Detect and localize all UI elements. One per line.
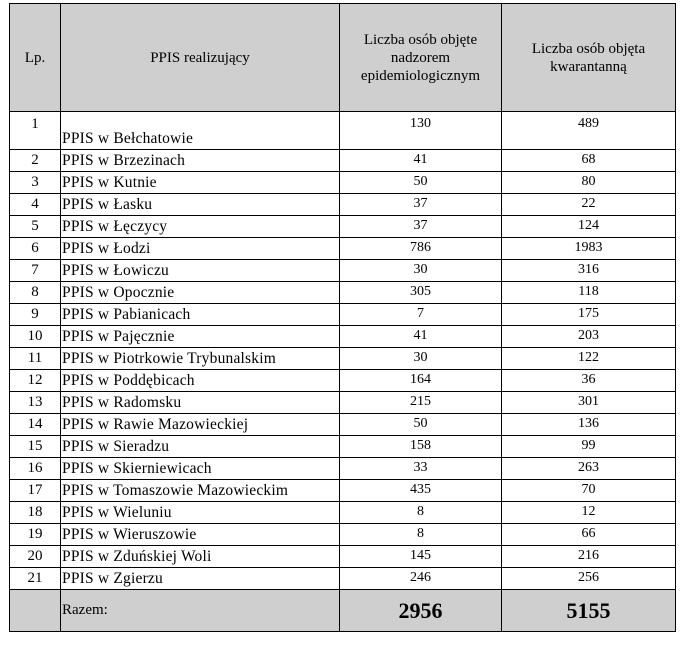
row-ppis-name: PPIS w Wieluniu	[61, 502, 340, 524]
table-row	[10, 524, 676, 546]
row-surveillance-count: 37	[340, 194, 502, 216]
row-lp: 10	[10, 326, 61, 348]
row-quarantine-count: 118	[502, 282, 676, 304]
row-lp: 14	[10, 414, 61, 436]
header-ppis: PPIS realizujący	[61, 4, 340, 112]
row-surveillance-count: 786	[340, 238, 502, 260]
row-ppis-name: PPIS w Łasku	[61, 194, 340, 216]
total-lp-cell	[10, 590, 61, 632]
table-footer	[10, 590, 676, 632]
row-lp: 5	[10, 216, 61, 238]
table-row	[10, 480, 676, 502]
table-row	[10, 326, 676, 348]
row-surveillance-count: 50	[340, 414, 502, 436]
row-ppis-name: PPIS w Pabianicach	[61, 304, 340, 326]
table-row	[10, 436, 676, 458]
row-lp: 3	[10, 172, 61, 194]
row-ppis-name: PPIS w Radomsku	[61, 392, 340, 414]
table-row	[10, 216, 676, 238]
table-row	[10, 282, 676, 304]
row-lp: 19	[10, 524, 61, 546]
row-surveillance-count: 41	[340, 326, 502, 348]
table-row	[10, 458, 676, 480]
row-surveillance-count: 7	[340, 304, 502, 326]
table-row	[10, 304, 676, 326]
table-row	[10, 112, 676, 150]
row-surveillance-count: 130	[340, 112, 502, 150]
row-lp: 4	[10, 194, 61, 216]
header-surveillance: Liczba osób objęte nadzorem epidemiologicznym	[340, 4, 502, 112]
row-quarantine-count: 122	[502, 348, 676, 370]
table-row	[10, 172, 676, 194]
table-row	[10, 502, 676, 524]
header-row	[10, 4, 676, 112]
row-ppis-name: PPIS w Zduńskiej Woli	[61, 546, 340, 568]
row-surveillance-count: 8	[340, 502, 502, 524]
row-ppis-name: PPIS w Piotrkowie Trybunalskim	[61, 348, 340, 370]
row-ppis-name: PPIS w Bełchatowie	[61, 112, 340, 150]
row-quarantine-count: 216	[502, 546, 676, 568]
row-surveillance-count: 145	[340, 546, 502, 568]
table-row	[10, 546, 676, 568]
row-ppis-name: PPIS w Tomaszowie Mazowieckim	[61, 480, 340, 502]
row-ppis-name: PPIS w Łodzi	[61, 238, 340, 260]
row-quarantine-count: 22	[502, 194, 676, 216]
row-quarantine-count: 489	[502, 112, 676, 150]
table-header	[10, 4, 676, 112]
table-row	[10, 392, 676, 414]
row-surveillance-count: 33	[340, 458, 502, 480]
row-lp: 15	[10, 436, 61, 458]
row-ppis-name: PPIS w Łęczycy	[61, 216, 340, 238]
row-surveillance-count: 30	[340, 348, 502, 370]
table-row	[10, 238, 676, 260]
row-ppis-name: PPIS w Skierniewicach	[61, 458, 340, 480]
row-lp: 16	[10, 458, 61, 480]
table-row	[10, 150, 676, 172]
row-surveillance-count: 435	[340, 480, 502, 502]
row-lp: 1	[10, 112, 61, 150]
row-quarantine-count: 203	[502, 326, 676, 348]
table-row	[10, 348, 676, 370]
row-lp: 11	[10, 348, 61, 370]
row-quarantine-count: 175	[502, 304, 676, 326]
row-ppis-name: PPIS w Kutnie	[61, 172, 340, 194]
row-ppis-name: PPIS w Sieradzu	[61, 436, 340, 458]
row-surveillance-count: 8	[340, 524, 502, 546]
row-ppis-name: PPIS w Łowiczu	[61, 260, 340, 282]
row-surveillance-count: 30	[340, 260, 502, 282]
row-quarantine-count: 99	[502, 436, 676, 458]
table-row	[10, 260, 676, 282]
row-surveillance-count: 37	[340, 216, 502, 238]
row-ppis-name: PPIS w Zgierzu	[61, 568, 340, 590]
row-surveillance-count: 164	[340, 370, 502, 392]
header-quarantine: Liczba osób objęta kwarantanną	[502, 4, 676, 112]
row-surveillance-count: 158	[340, 436, 502, 458]
row-quarantine-count: 301	[502, 392, 676, 414]
row-lp: 13	[10, 392, 61, 414]
table-row	[10, 414, 676, 436]
row-quarantine-count: 36	[502, 370, 676, 392]
row-lp: 6	[10, 238, 61, 260]
row-lp: 20	[10, 546, 61, 568]
table-row	[10, 194, 676, 216]
row-lp: 21	[10, 568, 61, 590]
row-quarantine-count: 263	[502, 458, 676, 480]
row-surveillance-count: 41	[340, 150, 502, 172]
row-lp: 7	[10, 260, 61, 282]
row-surveillance-count: 305	[340, 282, 502, 304]
row-quarantine-count: 316	[502, 260, 676, 282]
row-quarantine-count: 136	[502, 414, 676, 436]
total-surveillance: 2956	[340, 590, 502, 632]
row-lp: 17	[10, 480, 61, 502]
row-ppis-name: PPIS w Pajęcznie	[61, 326, 340, 348]
table-row	[10, 568, 676, 590]
header-lp: Lp.	[10, 4, 61, 112]
row-surveillance-count: 246	[340, 568, 502, 590]
row-quarantine-count: 66	[502, 524, 676, 546]
row-ppis-name: PPIS w Wieruszowie	[61, 524, 340, 546]
row-lp: 2	[10, 150, 61, 172]
row-surveillance-count: 215	[340, 392, 502, 414]
row-quarantine-count: 70	[502, 480, 676, 502]
row-quarantine-count: 12	[502, 502, 676, 524]
row-lp: 8	[10, 282, 61, 304]
row-quarantine-count: 80	[502, 172, 676, 194]
row-lp: 9	[10, 304, 61, 326]
row-surveillance-count: 50	[340, 172, 502, 194]
table-row	[10, 370, 676, 392]
row-quarantine-count: 256	[502, 568, 676, 590]
row-quarantine-count: 1983	[502, 238, 676, 260]
table-body	[10, 112, 676, 590]
total-row	[10, 590, 676, 632]
row-lp: 18	[10, 502, 61, 524]
row-quarantine-count: 124	[502, 216, 676, 238]
row-quarantine-count: 68	[502, 150, 676, 172]
total-quarantine: 5155	[502, 590, 676, 632]
row-ppis-name: PPIS w Poddębicach	[61, 370, 340, 392]
total-label: Razem:	[61, 590, 340, 632]
epidemiology-table	[9, 3, 676, 632]
row-ppis-name: PPIS w Rawie Mazowieckiej	[61, 414, 340, 436]
row-ppis-name: PPIS w Brzezinach	[61, 150, 340, 172]
row-ppis-name: PPIS w Opocznie	[61, 282, 340, 304]
row-lp: 12	[10, 370, 61, 392]
